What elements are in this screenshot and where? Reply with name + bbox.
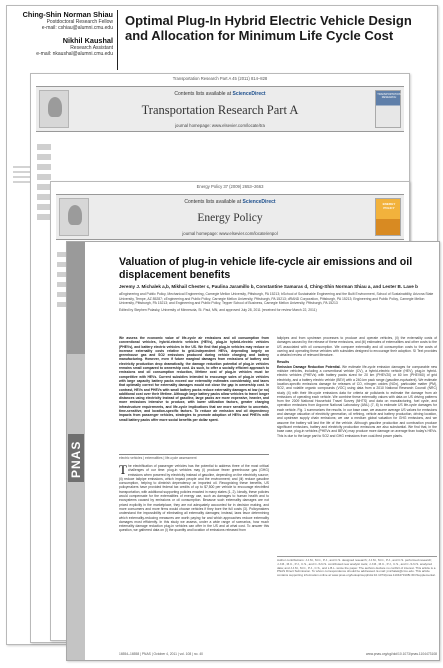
author1-role: Postdoctoral Research Fellow [46, 19, 113, 25]
tra-margin-text [37, 144, 51, 224]
pnas-page [66, 241, 440, 661]
article-title: Valuation of plug-in vehicle life-cycle air emissions and oil displacement benefits [119, 256, 413, 281]
results-text: We estimate life-cycle emission damages for comparable new midsize vehicles, including a conventional vehicle (CV), a hybrid-electric vehicle (HEV), plug-in hybrid-electric vehicles (PHEVs) with battery packs sized for 20 km (PHEV20) or 60 km (PHEV60) of grid electricity, and a battery electric vehicle (BEV) with a 240-km pack range (gasoline-equivalent). We estimate location-specific emissions damage for releases of CO, nitrogen oxides (NOx), particulate matter (PM), SO2, and volatile organic compounds (VOC) using data from a 2010 National Research Council (NRC) study (4) with their life-cycle emissions data for criteria air pollutants to estimate the damage from air emissions of operating each vehicle. We combine these externality values with data on US driving patterns from the 2009 National Household Travel Survey (NHTS) and data on manufacturing, fuel cycle, and operation emissions from Argonne National Laboratory (ANL) (7, 8) to estimate US life-cycle damages for each vehicle. Fig. 1 summarizes the results. In our base case, we assume average US values for emissions and damage valuation of electricity generation, oil refining, vehicle and battery production, driving location, and upstream supply chain emissions; we use a medium global valuation for GHG emissions, and we assume the battery will last the life of the vehicle. Although gasoline production and combustion produce significant emissions, battery and electricity production emissions are also substantial. We find that, in the base case, plug-in vehicles (PHEVs and BEVs) may produce more damage on average than today's HEVs. This is due to the large part to SO2 and GHG emissions from coal-fired power plants. [277, 364, 437, 438]
results-heading: Results [277, 360, 290, 365]
tra-journal-header [36, 86, 404, 132]
article-keywords: electric vehicles | externalities | life-cycle assessment [119, 456, 197, 460]
ep-cover-thumbnail [375, 198, 401, 236]
dropcap: T [119, 464, 127, 477]
author2-role: Research Assistant [70, 45, 113, 51]
author1-email: e-mail: cshiau@alumni.cmu.edu [41, 25, 113, 31]
results-subheading: Emission Damage Reduction Potential. [277, 364, 341, 369]
ep-homepage: journal homepage: www.elsevier.com/locate/enpol [182, 231, 278, 236]
pnas-logo: PNAS [69, 440, 83, 478]
article-edited-by: Edited by Stephen Polasky, University of Minnesota, St. Paul, MN, and approved July 28, 2011 (received for review March 22, 2011) [119, 307, 317, 312]
intro-text: he electrification of passenger vehicles has the potential to address three of the most critical challenges of our time: plug-in vehicles may (i) produce fewer greenhouse gas (GHG) emissions when powered by electricity instead of gasoline, depending on the electricity source; (ii) reduce tailpipe emissions, which impact people and the environment; and (iii) reduce gasoline consumption, helping to diminish dependency on imported oil. Recognizing these benefits, US policymakers have provided federal tax credits of up to $7,500 per vehicle to encourage electrified transportation, with additional supporting policies enacted in many states (1, 2). Ideally, these policies would compensate for the externalities of energy use, such as damages to human health and to ecosystems caused by emissions or oil consumption. Because such externality damages are not priced explicitly in the marketplace, they are not adequately accounted for in decision making, and more consumers and more firms would choose vehicles if they bore the full costs (3). Policymakers understand the impossibility of eliminating all externality damages; instead, laws favor determining which externality-reducing measures are worth paying for and which approaches reduce externality damages most efficiently. In this study we assess, under a wide range of scenarios, how much externality damage reduction plug-in vehicles can offer in the US and at what cost. To answer this question, we gathered data on (i) the quantity and location of emissions released from [119, 464, 269, 533]
divider [117, 10, 118, 70]
ep-journal-header [56, 194, 404, 240]
ep-citation: Energy Policy 37 (2009) 2653–2663 [196, 184, 264, 189]
footer-citation: 16554–16558 | PNAS | October 4, 2011 | vol. 108 | no. 40 [119, 652, 204, 656]
article-authors: Jeremy J. Michalek a,b, Mikhail Chester c, Paulina Jaramillo b, Constantine Samaras d, Ching-Shin Norman Shiau a, and Lester B. Lave b [119, 284, 418, 289]
author2-name: Nikhil Kaushal [62, 36, 113, 45]
footer-doi: www.pnas.org/cgi/doi/10.1073/pnas.1104473108 [365, 652, 437, 656]
article-abstract: We assess the economic value of life-cycle air emissions and oil consumption from conventional vehicles, hybrid-electric vehicles (HEVs), plug-in hybrid-electric vehicles (PHEVs), and battery electric vehicles in the US. We find that plug-in vehicles may reduce or increase externality costs relative to grid-independent HEVs, depending largely on greenhouse gas and SO2 emissions produced during vehicle charging and battery manufacturing. However, even if future marginal damages from emissions of battery and electricity production drop dramatically, the damage reduction potential of plug-in vehicles remains small compared to ownership cost. As such, to offer a socially efficient approach to emissions and oil consumption reduction, lifetime cost of plug-in vehicles must be competitive with HEVs. Current subsidies intended to encourage sales of plug-in vehicles with large capacity battery packs exceed our externality estimates considerably, and taxes that optimally correct for externality damages would not close the gap in ownership cost. In contrast, HEVs and PHEVs with small battery packs reduce externality damages at low (or no) additional cost over their lifetime. Although large battery packs allow vehicles to travel longer distances using electricity instead of gasoline, large packs are more expensive, heavier, and more emissions intensive to produce, with lower utilization factors, greater charging infrastructure requirements, and life-cycle implications that are more sensitive to uncertain, time-sensitive, and location-specific factors. To reduce air emission and oil dependency impacts from passenger vehicles, strategies to promote adoption of HEVs and PHEVs with small battery packs offer more social benefits per dollar spent. [119, 336, 269, 422]
abstract-rule [119, 454, 269, 455]
body-right-column [277, 336, 437, 552]
author2-email: e-mail: nkaushal@alumni.cmu.edu [36, 51, 113, 57]
tra-journal-name: Transportation Research Part A [141, 103, 299, 117]
pnas-sidebar [67, 242, 85, 660]
body-left-column [119, 464, 269, 654]
page-footer [119, 652, 437, 656]
right-col-intro: tailpipes and from upstream processes to produce and operate vehicles, (ii) the externality costs of damages caused by the release of these emissions, and (iii) estimates of externalities and other costs to the US associated with oil consumption. We compare externality and oil consumption costs to the costs of owning and operating these vehicles with subsidies designed to encourage their adoption. SI Text provides a detailed review of relevant literature. [277, 336, 437, 358]
author-block [13, 10, 113, 57]
thesis-title: Optimal Plug-In Hybrid Electric Vehicle Design and Allocation for Minimum Life Cycle Cost [125, 13, 412, 43]
tra-cover-thumbnail [375, 90, 401, 128]
article-affiliations: aEngineering and Public Policy, Mechanical Engineering, Carnegie Mellon University, Pittsburgh, PA 15213; bSchool of Sustainable Engineering and the Built Environment, School of Sustainability, Arizona State University, Tempe, AZ 85287; cEngineering and Public Policy, Carnegie Mellon University, Pittsburgh, PA 15213; dRAND Corporation, Pittsburgh, PA 15213; Engineering and Public Policy, Carnegie Mellon University, Pittsburgh, PA 15213; and Engineering and Public Policy, Tepper School of Business, Carnegie Mellon University, Pittsburgh, PA 15213 [119, 292, 434, 306]
tra-contents-line: Contents lists available at ScienceDirect [174, 91, 266, 97]
tra-homepage: journal homepage: www.elsevier.com/locate/tra [175, 123, 265, 128]
ep-contents-line: Contents lists available at ScienceDirect [184, 199, 276, 205]
article-footnotes: Author contributions: J.J.M., M.C., P.J., and C.S. designed research; J.J.M., M.C., P.J., and C.S. performed research; J.J.M., M.C., P.J., C.S., and C.-S.N.S. contributed new analytic tools; J.J.M., M.C., P.J., C.S., and C.-S.N.S. analyzed data; and J.J.M., M.C., P.J., C.S., and L.B.L. wrote the paper. The authors declare no conflict of interest. This article is a PNAS Direct Submission. To whom correspondence should be addressed. E-mail: jmichalek@cmu.edu. This article contains supporting information online at www.pnas.org/lookup/suppl/doi:10.1073/pnas.1104473108/-/DCSupplemental. [277, 558, 436, 578]
pnas-header [119, 256, 437, 312]
tra-citation: Transportation Research Part A 45 (2011) 814–828 [172, 76, 268, 81]
author1-name: Ching-Shin Norman Shiau [22, 10, 113, 19]
ep-journal-name: Energy Policy [197, 212, 263, 224]
